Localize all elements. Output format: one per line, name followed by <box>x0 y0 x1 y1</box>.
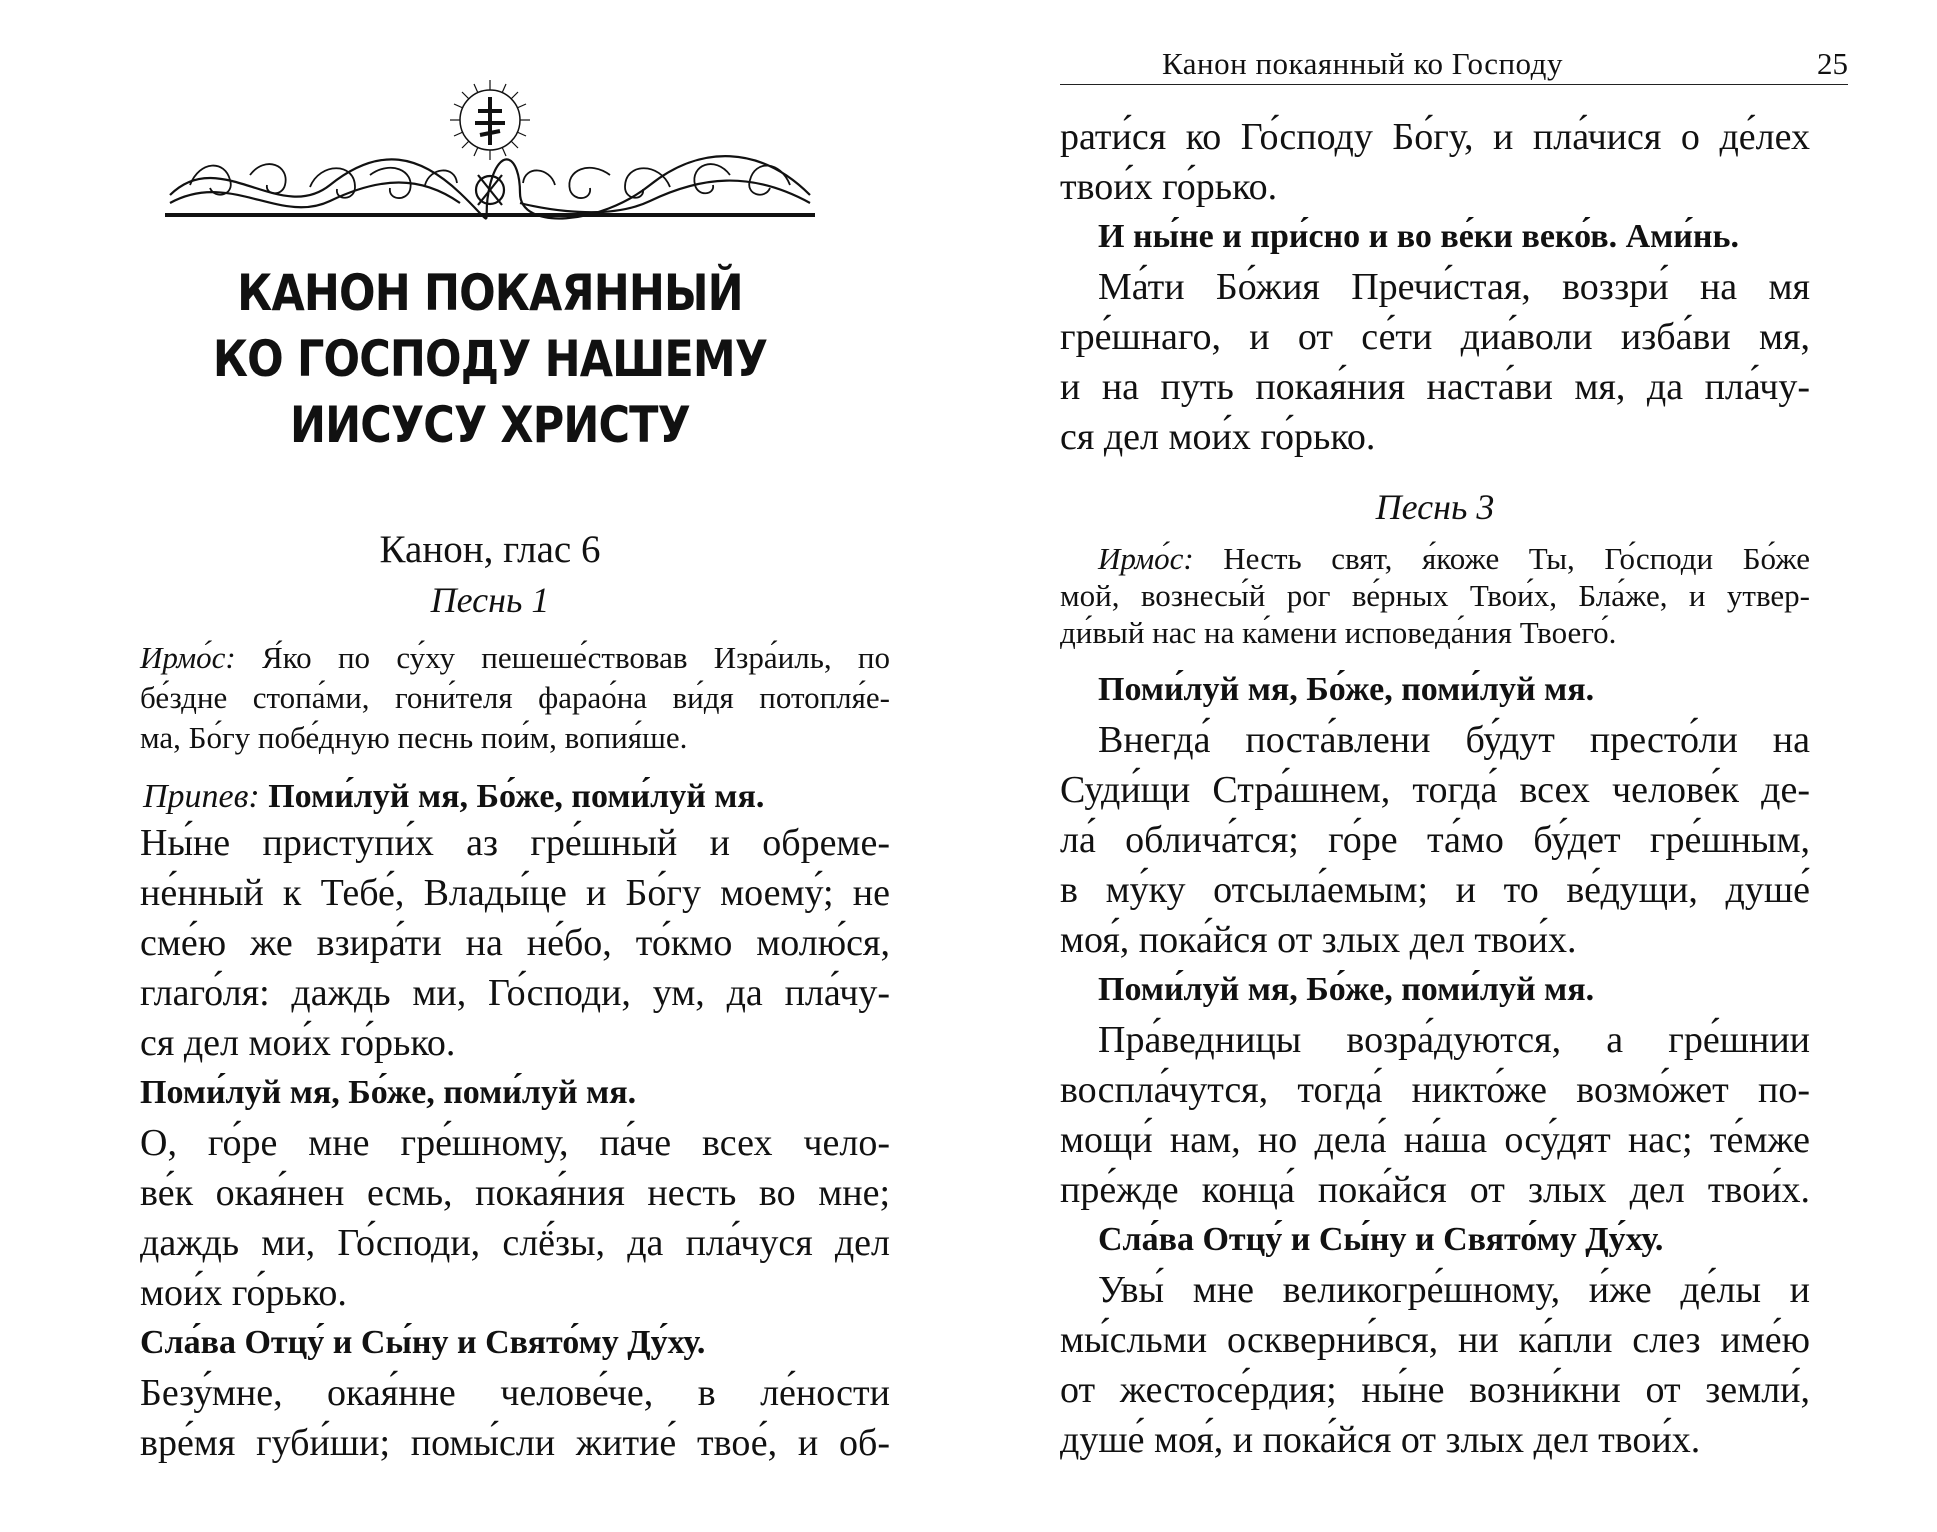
verse-line: Ма́ти Бо́жия Пречи́стая, воззри́ на мя <box>1098 266 1810 308</box>
verse-line: не́нный к Тебе́, Влады́це и Бо́гу моему́; не <box>140 872 890 914</box>
pripev-text: Поми́луй мя, Бо́же, поми́луй мя. <box>259 778 765 815</box>
irmos-line: ди́вый нас на ка́мени исповеда́ния Твоего́. <box>1060 615 1617 650</box>
title-line: КАНОН ПОКАЯННЫЙ <box>237 264 743 322</box>
pripev-line <box>143 772 893 822</box>
refrain: Поми́луй мя, Бо́же, поми́луй мя. <box>140 1074 637 1111</box>
verse-line: Безу́мне, окая́нне челове́че, в ле́ности <box>140 1372 890 1414</box>
verse-line: и на путь покая́ния наста́ви мя, да пла́чу- <box>1060 366 1810 408</box>
verse-line: Увы́ мне великогре́шному, и́же де́лы и <box>1098 1269 1810 1311</box>
right-page <box>968 0 1937 1532</box>
kanon-heading: Канон, глас 6 <box>379 528 601 571</box>
verse-line: мощи́ нам, но дела́ на́ша осу́дят нас; те́мже <box>1060 1119 1810 1161</box>
verse-line: Ны́не приступи́х аз гре́шный и обреме- <box>140 822 890 864</box>
refrain: Поми́луй мя, Бо́же, поми́луй мя. <box>1098 671 1595 708</box>
pesn-3-heading: Песнь 3 <box>1375 487 1495 527</box>
verse-line: вре́мя губи́ши; помы́сли житие́ твое́, и об- <box>140 1422 890 1464</box>
left-page <box>0 0 968 1532</box>
verse-line: Пра́ведницы возра́дуются, а гре́шнии <box>1098 1019 1810 1061</box>
verse-line: ся дел мои́х го́рько. <box>140 1022 456 1064</box>
irmos-line: мой, вознесы́й рог ве́рных Твои́х, Бла́же, и утвер- <box>1060 578 1810 613</box>
verse-line: глаго́ля: даждь ми, Го́споди, ум, да пла́чу- <box>140 972 890 1014</box>
running-header <box>1060 44 1848 85</box>
title-line: ИИСУСУ ХРИСТУ <box>290 396 690 454</box>
verse-line: даждь ми, Го́споди, слё́зы, да пла́чуся дел <box>140 1222 890 1264</box>
irmos-line: ма, Бо́гу побе́дную песнь пои́м, вопия́ше. <box>140 720 688 755</box>
verse-line: воспла́чутся, тогда́ никто́же возмо́жет по- <box>1060 1069 1810 1111</box>
irmos-line: Ирмо́с: Несть свят, я́коже Ты, Го́споди Бо́же <box>1098 541 1810 576</box>
irmos-label: Ирмо́с: <box>1098 541 1194 576</box>
i-nyne: И ны́не и при́сно и во ве́ки веко́в. Ами́нь. <box>1098 218 1739 255</box>
verse-line: Суди́щи Стра́шнем, тогда́ всех челове́к де- <box>1060 769 1810 811</box>
canon-title <box>189 260 791 458</box>
verse-line: О, го́ре мне гре́шному, па́че всех чело- <box>140 1122 890 1164</box>
verse-line: рати́ся ко Го́споду Бо́гу, и пла́чися о де́лех <box>1060 116 1810 158</box>
verse-line: сме́ю же взира́ти на не́бо, то́кмо молю́ся, <box>140 922 890 964</box>
cross-icon <box>450 80 530 160</box>
irmos-label: Ирмо́с: <box>140 640 236 675</box>
slava: Сла́ва Отцу́ и Сы́ну и Свято́му Ду́ху. <box>1098 1221 1664 1258</box>
verse-line: гре́шнаго, и от се́ти диа́воли изба́ви мя, <box>1060 316 1810 358</box>
verse-line: ла́ облича́тся; го́ре та́мо бу́дет гре́шным, <box>1060 819 1810 861</box>
irmos-line: Ирмо́с: Я́ко по су́ху пешеше́ствовав Изра́иль, по <box>140 640 890 675</box>
slava: Сла́ва Отцу́ и Сы́ну и Свято́му Ду́ху. <box>140 1324 706 1361</box>
verse-line: от жестосе́рдия; ны́не возни́кни от земли́, <box>1060 1369 1810 1411</box>
verse-line: мои́х го́рько. <box>140 1272 347 1314</box>
pesn-1-heading: Песнь 1 <box>430 580 550 620</box>
verse-line: пре́жде конца́ пока́йся от злых дел твои́х. <box>1060 1169 1810 1211</box>
title-line: КО ГОСПОДУ НАШЕМУ <box>212 330 768 388</box>
verse-line: ся дел мои́х го́рько. <box>1060 416 1376 458</box>
pripev-label: Припев: <box>143 778 260 815</box>
verse-line: ве́к окая́нен есмь, покая́ния несть во мне; <box>140 1172 890 1214</box>
page-number: 25 <box>1817 46 1848 81</box>
verse-line: мы́сльми оскверни́вся, ни ка́пли слез име́ю <box>1060 1319 1810 1361</box>
refrain: Поми́луй мя, Бо́же, поми́луй мя. <box>1098 971 1595 1008</box>
running-title: Канон покаянный ко Господу <box>1162 46 1563 81</box>
verse-line: Внегда́ поста́влени бу́дут престо́ли на <box>1098 719 1810 761</box>
verse-line: душе́ моя́, и пока́йся от злых дел твои́х. <box>1060 1419 1701 1461</box>
verse-line: твои́х го́рько. <box>1060 166 1278 208</box>
irmos-line: бе́здне стопа́ми, гони́теля фарао́на ви́дя потопля́е- <box>140 680 890 715</box>
ornamental-headpiece-icon <box>160 75 820 225</box>
verse-line: в му́ку отсыла́емым; и то ве́дущи, душе́ <box>1060 869 1810 911</box>
verse-line: моя́, пока́йся от злых дел твои́х. <box>1060 919 1577 961</box>
